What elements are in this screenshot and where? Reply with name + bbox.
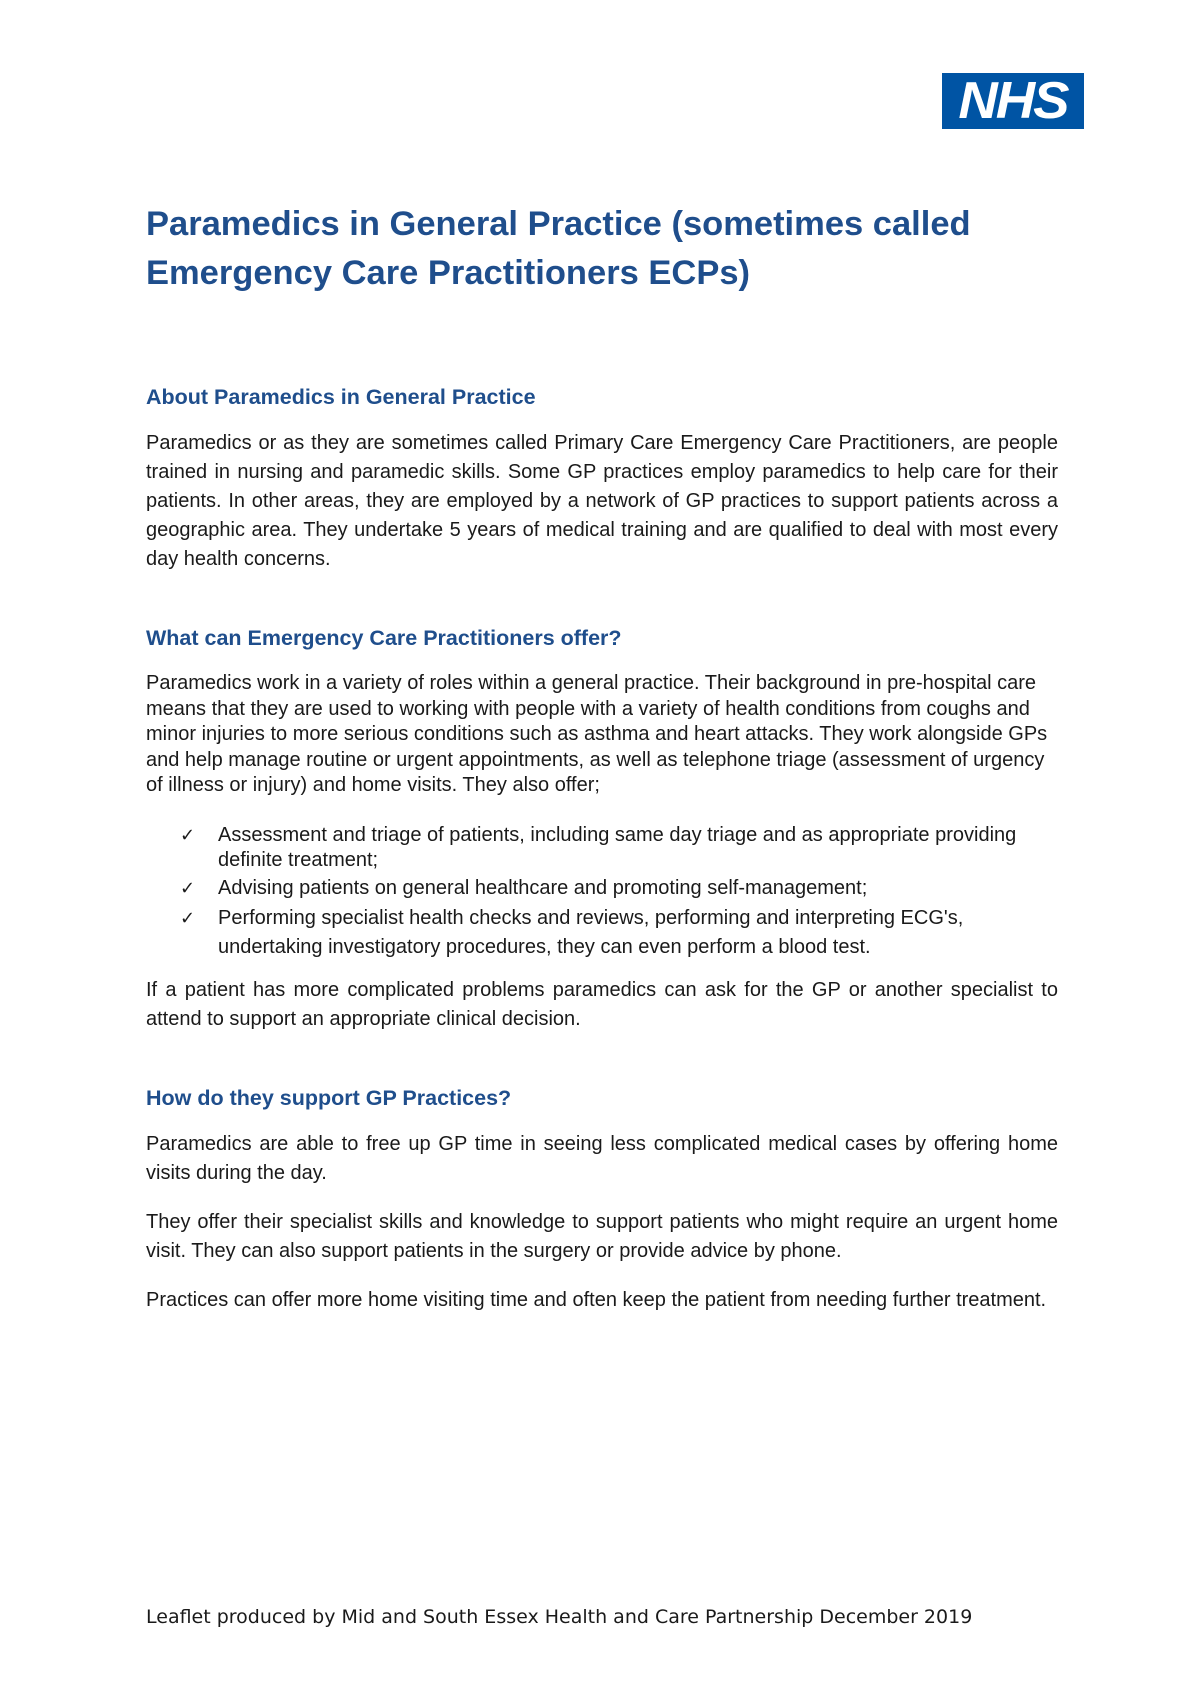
support-paragraph-3: Practices can offer more home visiting time and often keep the patient from needing further treatment. [146,1288,1047,1311]
offer-item-2: Advising patients on general healthcare and promoting self-management; [218,876,868,899]
support-paragraph-2: They offer their specialist skills and knowledge to support patients who might require an urgent home visit. They can also support patients in the surgery or provide advice by phone. [146,1210,1058,1262]
offer-heading: What can Emergency Care Practitioners offer? [146,626,622,650]
support-paragraph-1: Paramedics are able to free up GP time in seeing less complicated medical cases by offering home visits during the day. [146,1132,1058,1184]
page-title-line1: Paramedics in General Practice (sometimes called [146,205,971,243]
support-heading: How do they support GP Practices? [146,1085,512,1110]
about-paragraph: Paramedics or as they are sometimes called Primary Care Emergency Care Practitioners, are people trained in nursing and paramedic skills. Some GP practices employ paramedics to help care for their patients. In other areas, they are employed by a network of GP practices to support patients across a geographic area. They undertake 5 years of medical training and are qualified to deal with most every day health concerns. [146,432,1058,570]
list-item [146,904,1058,962]
check-icon: ✓ [180,877,196,898]
check-icon: ✓ [180,907,196,928]
list-item [146,823,1058,873]
page-title-line2: Emergency Care Practitioners ECPs) [146,254,751,292]
list-item [146,876,1058,901]
footer: Leaflet produced by Mid and South Essex Health and Care Partnership December 2019 [146,1606,973,1628]
offer-paragraph: Paramedics work in a variety of roles within a general practice. Their background in pre-hospital care means that they are used to working with people with a variety of health conditions from coughs and minor injuries to more serious conditions such as asthma and heart attacks. They work alongside GPs and help manage routine or urgent appointments, as well as telephone triage (assessment of urgency of illness or injury) and home visits. They also offer; [146,672,1048,796]
check-icon: ✓ [180,824,196,845]
page-title [146,200,1058,298]
about-heading: About Paramedics in General Practice [146,385,536,409]
nhs-logo-text: NHS [958,72,1068,130]
offer-list [146,823,1058,962]
nhs-logo [942,73,1084,129]
offer-item-3: Performing specialist health checks and reviews, performing and interpreting ECG's, undertaking investigatory procedures, they can even perform a blood test. [218,906,964,958]
document-body [146,200,1058,1315]
offer-item-1: Assessment and triage of patients, including same day triage and as appropriate providing definite treatment; [218,823,1017,871]
offer-closing-paragraph: If a patient has more complicated problems paramedics can ask for the GP or another specialist to attend to support an appropriate clinical decision. [146,978,1058,1030]
